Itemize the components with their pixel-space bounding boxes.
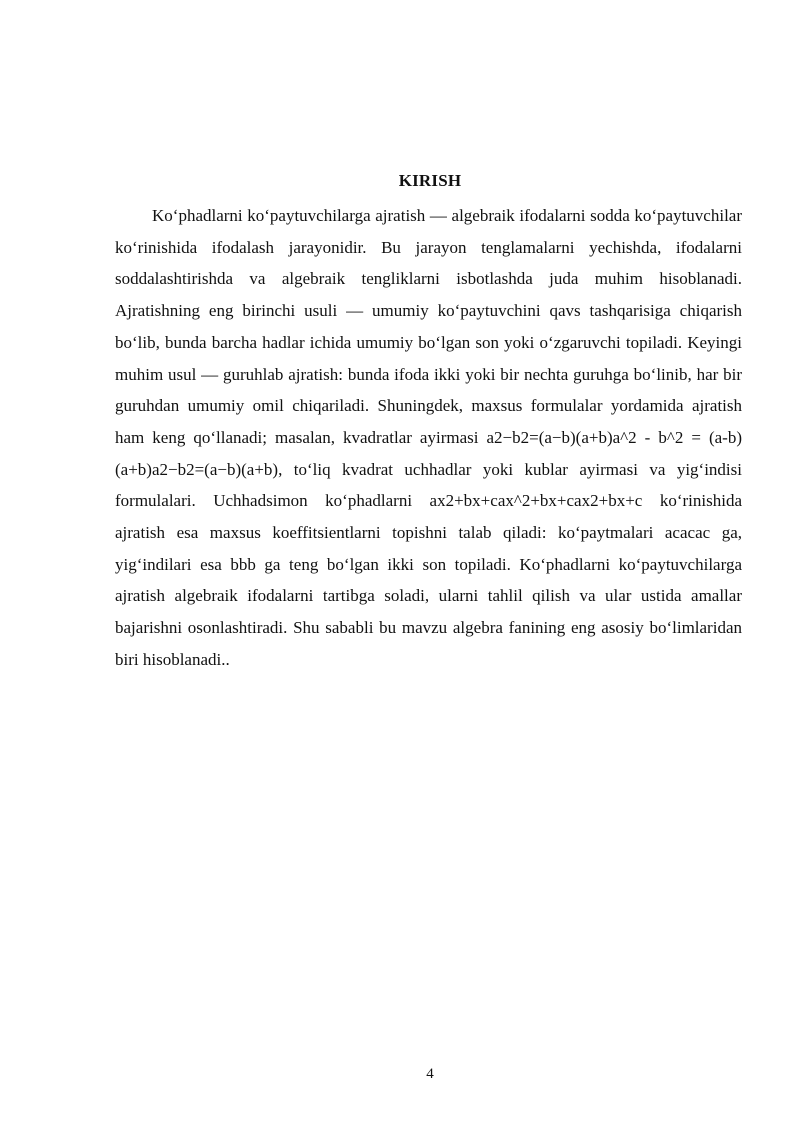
page-number: 4 xyxy=(426,1066,434,1082)
section-heading: KIRISH xyxy=(398,171,462,190)
body-paragraph: Ko‘phadlarni ko‘paytuvchilarga ajratish — algebraik ifodalarni sodda ko‘paytuvchilar ko‘rinishida ifodalash jarayonidir. Bu jarayon tenglamalarni yechishda, ifodalarni soddalashtirishda va algebraik tengliklarni isbotlashda juda muhim hisoblanadi. Ajratishning eng birinchi usuli — umumiy ko‘paytuvchini qavs tashqarisiga chiqarish bo‘lib, bunda barcha hadlar ichida umumiy bo‘lgan son yoki o‘zgaruvchi topiladi. Keyingi muhim usul — guruhlab ajratish: bunda ifoda ikki yoki bir nechta guruhga bo‘linib, har bir guruhdan umumiy omil chiqariladi. Shuningdek, maxsus formulalar yordamida ajratish ham keng qo‘llanadi; masalan, kvadratlar ayirmasi a2−b2=(a−b)(a+b)a^2 - b^2 = (a-b)(a+b)a2−b2=(a−b)(a+b), to‘liq kvadrat uchhadlar yoki kublar ayirmasi va yig‘indisi formulalari. Uchhadsimon ko‘phadlarni ax2+bx+cax^2+bx+cax2+bx+c ko‘rinishida ajratish esa maxsus koeffitsientlarni topishni talab qiladi: ko‘paytmalari acacac ga, yig‘indilari esa bbb ga teng bo‘lgan ikki son topiladi. Ko‘phadlarni ko‘paytuvchilarga ajratish algebraik ifodalarni tartibga soladi, ularni tahlil qilish va ular ustida amallar bajarishni osonlashtiradi. Shu sababli bu mavzu algebra fanining eng asosiy bo‘limlaridan biri hisoblanadi.. xyxy=(115,206,742,669)
